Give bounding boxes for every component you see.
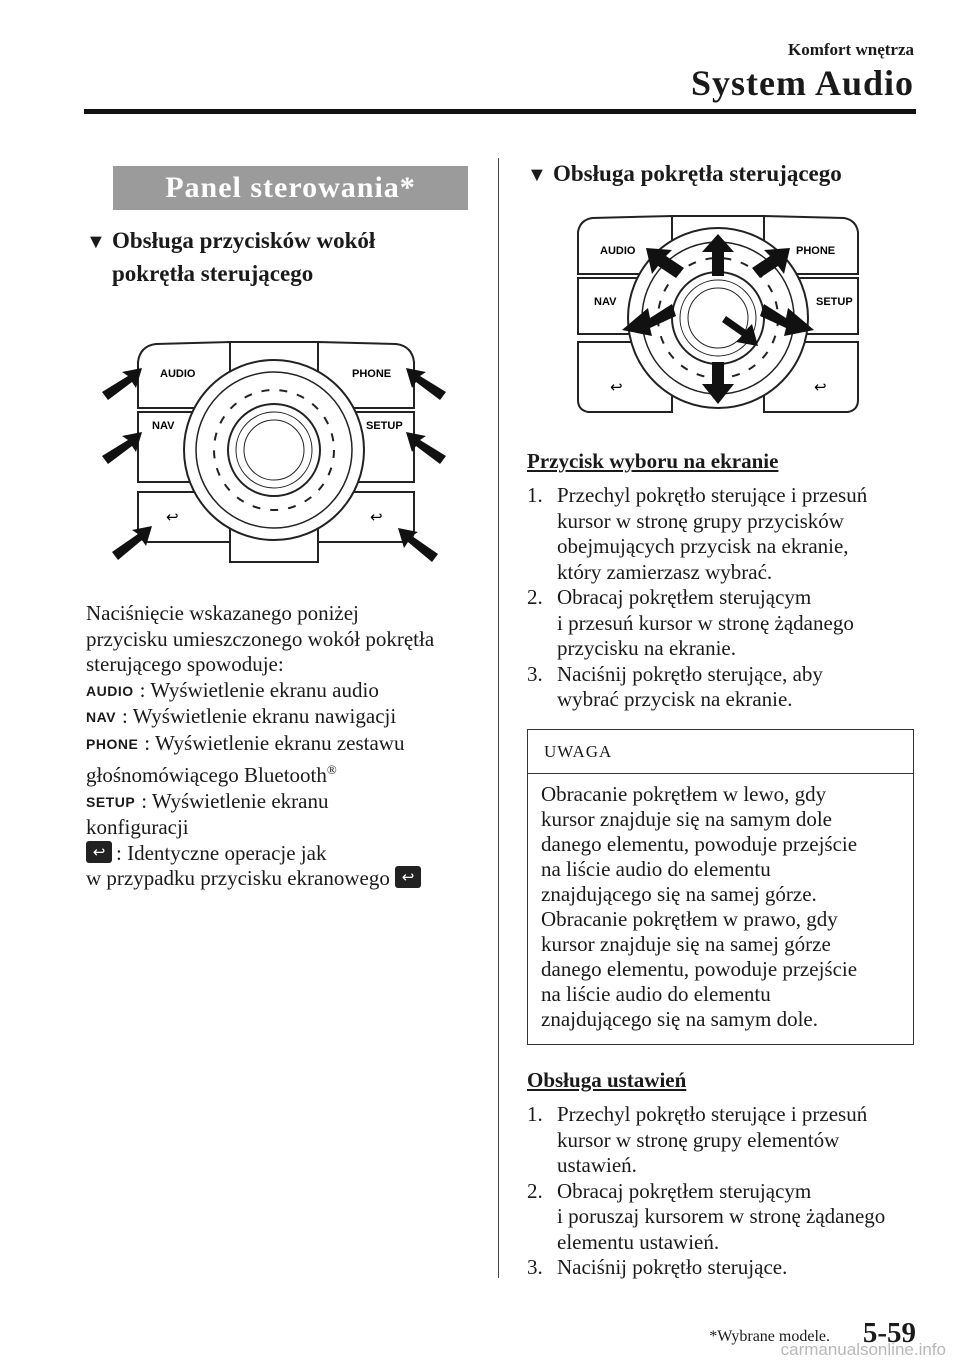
nav-button-label: NAV [86, 709, 117, 725]
list-settings [527, 1102, 927, 1281]
fig-setup-label: SETUP [366, 420, 403, 432]
phone-button-label: PHONE [86, 735, 139, 752]
sub-heading-screen-button: Przycisk wyboru na ekranie [527, 449, 779, 473]
back-icon: ↩ [86, 841, 112, 863]
watermark: carmanualsonline.info [780, 1340, 946, 1359]
section-label: Komfort wnętrza [787, 40, 914, 59]
fig-phone-label: PHONE [352, 368, 392, 380]
left-intro: Naciśnięcie wskazanego poniżej przycisku umieszczonego wokół pokrętła sterującego spowoduje: AUDIO : Wyświetlenie ekranu audio NAV : Wyświetlenie ekranu nawigacji PHONE : Wyświetlenie ekranu zestawu głośnomówiącego Bluetooth® SETUP : Wyświetlenie ekranu konfiguracji ↩ : Identyczne operacje jak w przypadku przycisku ekranowego ↩ [86, 601, 435, 890]
right-heading: ▼ Obsługa pokrętła sterującego [527, 158, 917, 191]
back-icon: ↩ [395, 866, 421, 888]
fig2-phone-label: PHONE [796, 245, 836, 257]
list-item: 2. Obracaj pokrętłem sterującym i przesuń kursor w stronę żądanego przycisku na ekranie. [527, 585, 854, 660]
sub-heading-settings: Obsługa ustawień [527, 1068, 687, 1092]
fig-back-right-icon: ↩ [370, 508, 383, 526]
fig2-audio-label: AUDIO [600, 245, 636, 257]
control-panel-figure [98, 332, 450, 570]
header-rule [84, 109, 916, 114]
section-banner: Panel sterowania* [113, 166, 468, 210]
note-title: UWAGA [528, 730, 913, 774]
fig-nav-label: NAV [152, 420, 175, 432]
list-item: 2. Obracaj pokrętłem sterującym i poruszaj kursorem w stronę żądanego elementu ustawień. [527, 1178, 886, 1254]
fig2-nav-label: NAV [594, 296, 617, 308]
control-knob-figure [574, 212, 862, 416]
setup-button-label: SETUP [86, 793, 136, 810]
fig2-setup-label: SETUP [816, 296, 853, 308]
note-body: Obracanie pokrętłem w lewo, gdy kursor znajduje się na samym dole danego elementu, powoduje przejście na liście audio do elementu znajdującego się na samej górze. Obracanie pokrętłem w prawo, gdy kursor znajduje się na samej górze danego elementu, powoduje przejście na liście audio do elementu znajdującego się na samym dole. [541, 782, 858, 1031]
footnote: *Wybrane modele. [709, 1328, 830, 1345]
page-title: System Audio [690, 63, 914, 103]
list-item: 3. Naciśnij pokrętło sterujące. [527, 1255, 788, 1279]
triangle-icon: ▼ [86, 231, 106, 253]
list-item: 1. Przechyl pokrętło sterujące i przesuń kursor w stronę grupy elementów ustawień. [527, 1102, 868, 1177]
triangle-icon: ▼ [527, 164, 547, 186]
list-screen-button [527, 483, 927, 713]
fig-back-left-icon: ↩ [166, 508, 179, 526]
fig2-back-right-icon: ↩ [814, 378, 827, 396]
left-heading: ▼ Obsługa przycisków wokół pokrętła sterującego [86, 228, 376, 286]
fig-audio-label: AUDIO [160, 368, 196, 380]
list-item: 3. Naciśnij pokrętło sterujące, aby wybrać przycisk na ekranie. [527, 661, 823, 711]
list-item: 1. Przechyl pokrętło sterujące i przesuń kursor w stronę grupy przycisków obejmujących przycisk na ekranie, który zamierzasz wybrać. [527, 483, 868, 584]
fig2-back-left-icon: ↩ [610, 378, 623, 396]
audio-button-label: AUDIO [86, 682, 134, 699]
column-divider [498, 158, 499, 1278]
page-number: 5-59 [862, 1317, 916, 1349]
note-box [527, 729, 914, 1045]
